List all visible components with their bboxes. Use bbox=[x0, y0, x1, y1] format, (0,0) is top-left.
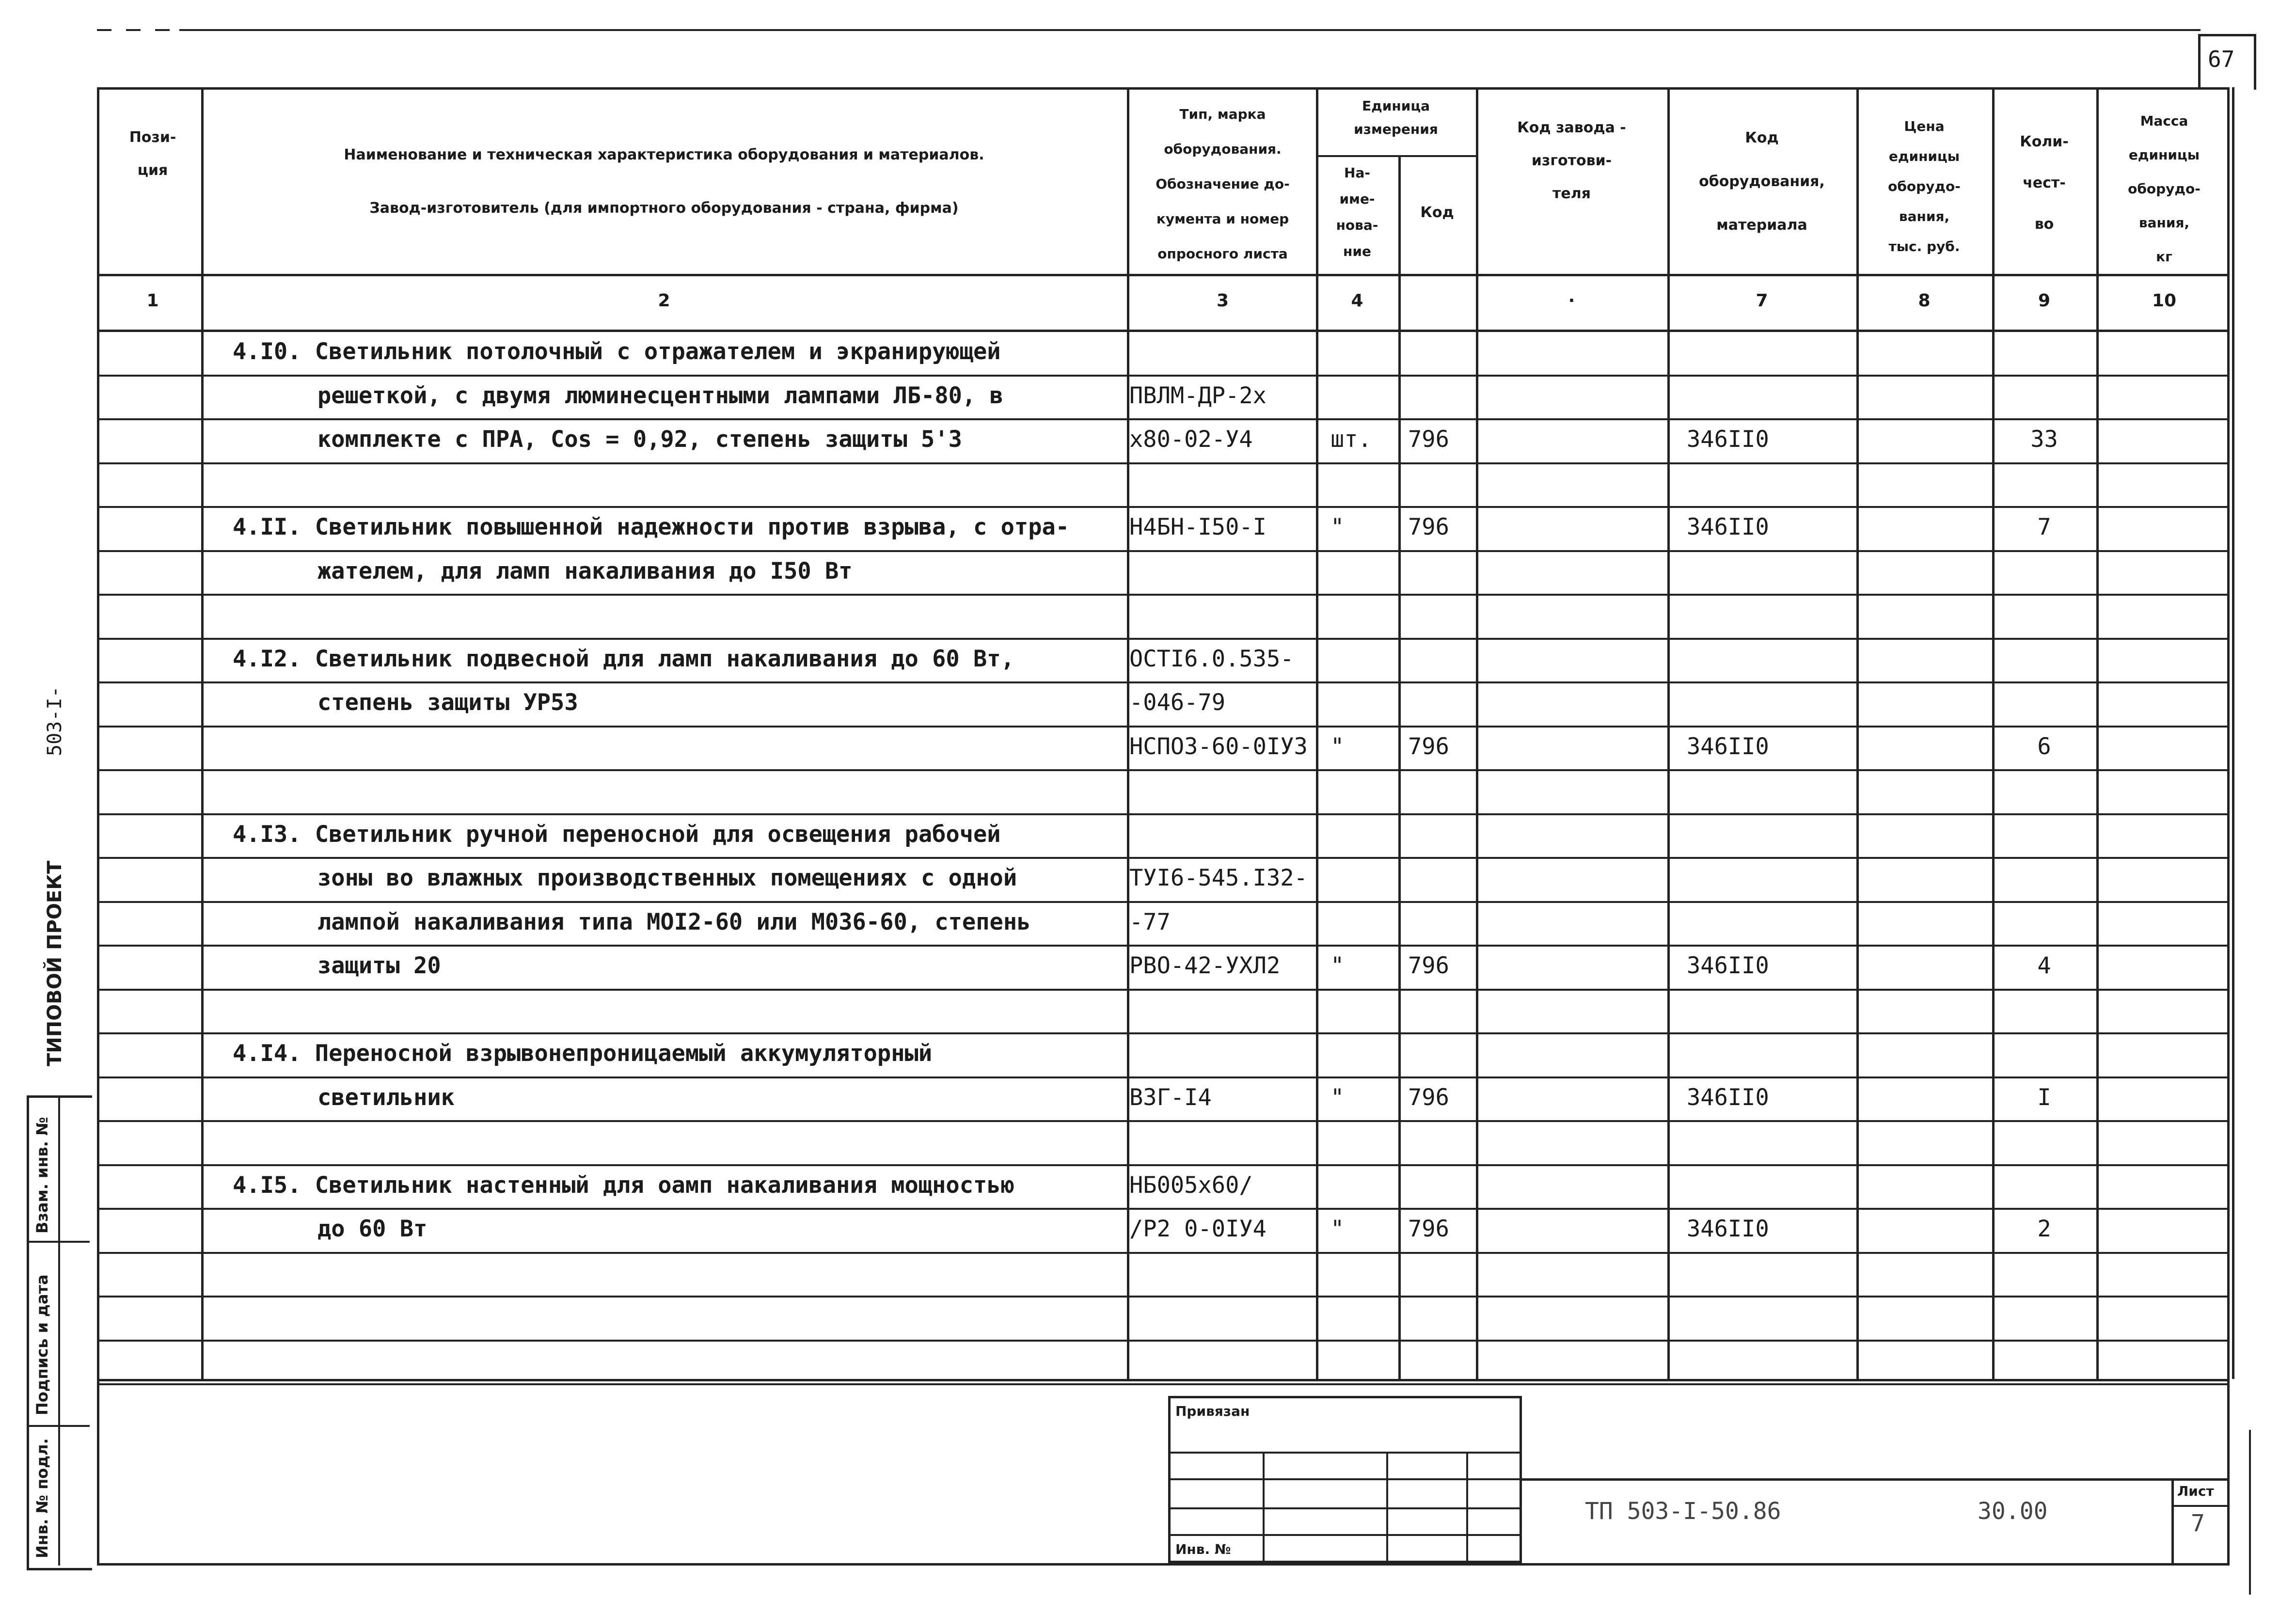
cell-name: решеткой, с двумя люминесцентными лампами ЛБ-80, в bbox=[317, 382, 1003, 409]
side-label-project: ТИПОВОЙ ПРОЕКТ bbox=[44, 860, 66, 1066]
header-col8-line2: единицы bbox=[1888, 148, 1960, 164]
cell-mat: 346II0 bbox=[1687, 1216, 1769, 1242]
row-line bbox=[97, 1252, 2230, 1254]
header-col7-line3: материала bbox=[1716, 217, 1807, 234]
header-col9-line1: Коли- bbox=[2020, 133, 2069, 150]
top-dash-2 bbox=[126, 29, 141, 31]
header-col6-line3: теля bbox=[1552, 185, 1591, 202]
cell-mat: 346II0 bbox=[1687, 426, 1769, 453]
row-line bbox=[97, 375, 2230, 377]
header-col9-line3: во bbox=[2034, 216, 2054, 233]
colnum-3: 3 bbox=[1216, 291, 1229, 311]
cell-qty: I bbox=[2037, 1084, 2051, 1111]
header-col3-line4: кумента и номер bbox=[1156, 211, 1289, 227]
cell-type: Н4БН-I50-I bbox=[1129, 514, 1267, 540]
cell-qty: 2 bbox=[2037, 1216, 2051, 1242]
cell-qty: 7 bbox=[2037, 514, 2051, 540]
row-line bbox=[97, 594, 2230, 596]
cell-name: 4.I3. Светильник ручной переносной для освещения рабочей bbox=[233, 821, 1001, 848]
cell-qty: 4 bbox=[2037, 952, 2051, 979]
cell-type: ТУI6-545.I32- bbox=[1129, 865, 1308, 891]
colnum-6: · bbox=[1568, 291, 1575, 311]
header-col4-line3: нова- bbox=[1336, 217, 1378, 233]
header-col8-line3: оборудо- bbox=[1888, 178, 1961, 194]
cell-code: 796 bbox=[1408, 1216, 1449, 1242]
header-col7-line2: оборудования, bbox=[1699, 173, 1825, 190]
unit-sub-line bbox=[1316, 155, 1476, 157]
colnum-9: 9 bbox=[2038, 291, 2051, 311]
privyazan-line-3 bbox=[1168, 1507, 1522, 1509]
col-line-7 bbox=[1856, 87, 1859, 1379]
cell-mat: 346II0 bbox=[1687, 1084, 1769, 1111]
top-line bbox=[179, 29, 2201, 31]
col-line-5 bbox=[1476, 87, 1478, 1379]
row-line bbox=[97, 418, 2230, 420]
doc-section: 30.00 bbox=[1978, 1498, 2048, 1525]
cell-unit: " bbox=[1330, 1084, 1345, 1111]
header-col4-line4: ние bbox=[1343, 243, 1371, 259]
cell-qty: 6 bbox=[2037, 733, 2051, 760]
header-col1-line1: Пози- bbox=[129, 129, 176, 146]
cell-type: -77 bbox=[1129, 908, 1171, 935]
cell-name: 4.I2. Светильник подвесной для ламп накаливания до 60 Вт, bbox=[233, 645, 1014, 672]
row-line bbox=[97, 1076, 2230, 1078]
row-line bbox=[97, 1208, 2230, 1210]
privyazan-line-1 bbox=[1168, 1452, 1522, 1454]
cell-code: 796 bbox=[1408, 952, 1449, 979]
cell-name: защиты 20 bbox=[317, 952, 441, 979]
page-number: 67 bbox=[2208, 46, 2235, 72]
colnum-8: 8 bbox=[1918, 291, 1931, 311]
privyazan-vline-3 bbox=[1466, 1452, 1468, 1563]
privyazan-line-4 bbox=[1168, 1534, 1522, 1536]
header-col3 bbox=[1132, 97, 1314, 271]
cell-code: 796 bbox=[1408, 514, 1449, 540]
row-line bbox=[97, 945, 2230, 947]
cell-type: -046-79 bbox=[1129, 689, 1226, 716]
header-col8 bbox=[1859, 111, 1990, 262]
row-line bbox=[97, 681, 2230, 683]
header-col8-line1: Цена bbox=[1904, 118, 1945, 134]
header-col8-line5: тыс. руб. bbox=[1888, 238, 1960, 254]
colnum-10: 10 bbox=[2152, 291, 2177, 311]
row-line bbox=[97, 638, 2230, 640]
cell-name: светильник bbox=[317, 1084, 455, 1111]
side-label-project-code: 503-I- bbox=[44, 686, 66, 756]
cell-name: зоны во влажных производственных помещениях с одной bbox=[317, 865, 1017, 891]
sheet-box-divider bbox=[2171, 1505, 2230, 1507]
right-margin-line bbox=[2249, 1430, 2251, 1595]
header-col3-line2: оборудования. bbox=[1164, 141, 1282, 157]
cell-name: лампой накаливания типа МОI2-60 или М036-60, степень bbox=[317, 908, 1031, 935]
row-line bbox=[97, 857, 2230, 859]
header-col2 bbox=[208, 128, 1120, 235]
row-line bbox=[97, 726, 2230, 728]
header-bottom-line bbox=[97, 274, 2230, 276]
header-col9-line2: чест- bbox=[2023, 174, 2066, 191]
header-col5: Код bbox=[1420, 204, 1454, 221]
row-line bbox=[97, 989, 2230, 991]
header-col10-line3: оборудо- bbox=[2128, 181, 2201, 197]
side-stamp-divider-v bbox=[58, 1095, 60, 1566]
header-col9 bbox=[1995, 121, 2094, 245]
row-line bbox=[97, 1032, 2230, 1034]
privyazan-vline-1 bbox=[1263, 1452, 1265, 1563]
col-line-4 bbox=[1398, 155, 1401, 1379]
row-line bbox=[97, 1383, 2230, 1385]
cell-unit: " bbox=[1330, 1216, 1345, 1242]
cell-name: до 60 Вт bbox=[317, 1216, 428, 1242]
privyazan-vline-2 bbox=[1386, 1452, 1388, 1563]
header-col6-line2: изготови- bbox=[1531, 152, 1612, 169]
colnum-1: 1 bbox=[146, 291, 159, 311]
cell-unit: " bbox=[1330, 514, 1345, 540]
header-col2-line2: Завод-изготовитель (для импортного оборудования - страна, фирма) bbox=[369, 200, 959, 217]
inv-no-label: Инв. № bbox=[1175, 1541, 1231, 1557]
numbers-bottom-line bbox=[97, 330, 2230, 332]
header-col2-line1: Наименование и техническая характеристика оборудования и материалов. bbox=[344, 146, 984, 163]
cell-unit: " bbox=[1330, 952, 1345, 979]
colnum-4: 4 bbox=[1351, 291, 1363, 311]
cell-type: ОСТI6.0.535- bbox=[1129, 645, 1294, 672]
sheet-label: Лист bbox=[2177, 1483, 2214, 1499]
cell-type: ПВЛМ-ДР-2х bbox=[1129, 382, 1267, 409]
row-line bbox=[97, 1120, 2230, 1122]
cell-type: ВЗГ-I4 bbox=[1129, 1084, 1212, 1111]
header-col3-line3: Обозначение до- bbox=[1156, 176, 1290, 192]
cell-type: х80-02-У4 bbox=[1129, 426, 1253, 453]
cell-name: жателем, для ламп накаливания до I50 Вт bbox=[317, 557, 853, 585]
header-col4 bbox=[1318, 160, 1396, 265]
header-col10-line4: вания, bbox=[2138, 215, 2190, 231]
table-bottom-line bbox=[97, 1379, 2230, 1381]
header-col7-line1: Код bbox=[1745, 129, 1779, 146]
header-col6 bbox=[1478, 111, 1665, 210]
col-line-10 bbox=[2232, 87, 2234, 1379]
col-line-6 bbox=[1667, 87, 1670, 1379]
row-line bbox=[97, 813, 2230, 815]
privyazan-label: Привязан bbox=[1175, 1403, 1250, 1419]
colnum-2: 2 bbox=[658, 291, 670, 311]
cell-code: 796 bbox=[1408, 426, 1449, 453]
header-col8-line4: вания, bbox=[1899, 208, 1950, 224]
cell-name: 4.I0. Светильник потолочный с отражателем и экранирующей bbox=[233, 338, 1001, 365]
cell-code: 796 bbox=[1408, 1084, 1449, 1111]
cell-type: /Р2 0-0IУ4 bbox=[1129, 1216, 1267, 1242]
doc-code: ТП 503-I-50.86 bbox=[1585, 1498, 1781, 1525]
header-unit-group bbox=[1318, 95, 1473, 141]
sheet-number: 7 bbox=[2191, 1510, 2205, 1537]
header-col10 bbox=[2099, 104, 2230, 274]
cell-name: 4.II. Светильник повышенной надежности против взрыва, с отра- bbox=[233, 514, 1070, 540]
top-dash-1 bbox=[97, 29, 111, 31]
header-col3-line1: Тип, марка bbox=[1179, 106, 1266, 122]
side-label-vzam: Взам. инв. № bbox=[33, 1117, 51, 1234]
top-dash-3 bbox=[155, 29, 170, 31]
row-line bbox=[97, 769, 2230, 771]
cell-unit: шт. bbox=[1330, 426, 1372, 453]
col-line-1 bbox=[201, 87, 204, 1379]
header-col10-line5: кг bbox=[2156, 249, 2172, 265]
header-unit-line1: Единица bbox=[1362, 98, 1430, 114]
row-line bbox=[97, 1340, 2230, 1342]
privyazan-line-2 bbox=[1168, 1478, 1522, 1480]
header-col6-line1: Код завода - bbox=[1517, 119, 1626, 136]
cell-name: 4.I4. Переносной взрывонепроницаемый аккумуляторный bbox=[233, 1040, 933, 1067]
cell-mat: 346II0 bbox=[1687, 514, 1769, 540]
row-line bbox=[97, 550, 2230, 552]
header-col4-line2: име- bbox=[1339, 191, 1375, 207]
cell-name: степень защиты УР53 bbox=[317, 689, 578, 716]
row-line bbox=[97, 1296, 2230, 1298]
header-col1 bbox=[109, 121, 196, 187]
header-col1-line2: ция bbox=[137, 162, 168, 179]
cell-name: 4.I5. Светильник настенный для оамп накаливания мощностью bbox=[233, 1171, 1014, 1199]
cell-unit: " bbox=[1330, 733, 1345, 760]
cell-code: 796 bbox=[1408, 733, 1449, 760]
cell-mat: 346II0 bbox=[1687, 733, 1769, 760]
header-col4-line1: На- bbox=[1344, 165, 1370, 181]
cell-mat: 346II0 bbox=[1687, 952, 1769, 979]
cell-name: комплекте с ПРА, Cos = 0,92, степень защиты 5'3 bbox=[317, 426, 962, 453]
side-label-inv-podl: Инв. № подл. bbox=[33, 1438, 51, 1558]
header-col10-line1: Масса bbox=[2140, 113, 2188, 129]
header-col10-line2: единицы bbox=[2128, 147, 2200, 163]
header-col7 bbox=[1670, 116, 1854, 247]
col-line-9 bbox=[2096, 87, 2099, 1379]
row-line bbox=[97, 462, 2230, 464]
side-label-podpis: Подпись и дата bbox=[33, 1274, 51, 1415]
cell-qty: 33 bbox=[2030, 426, 2058, 453]
header-col3-line5: опросного листа bbox=[1157, 246, 1288, 262]
row-line bbox=[97, 1164, 2230, 1166]
cell-type: НСПО3-60-0IУ3 bbox=[1129, 733, 1308, 760]
col-line-3 bbox=[1316, 87, 1318, 1379]
cell-type: НБ005х60/ bbox=[1129, 1171, 1253, 1199]
header-unit-line2: измерения bbox=[1354, 121, 1438, 137]
title-block-line bbox=[1522, 1478, 2230, 1481]
row-line bbox=[97, 901, 2230, 903]
cell-type: РВО-42-УХЛ2 bbox=[1129, 952, 1281, 979]
row-line bbox=[97, 506, 2230, 508]
colnum-7: 7 bbox=[1756, 291, 1768, 311]
